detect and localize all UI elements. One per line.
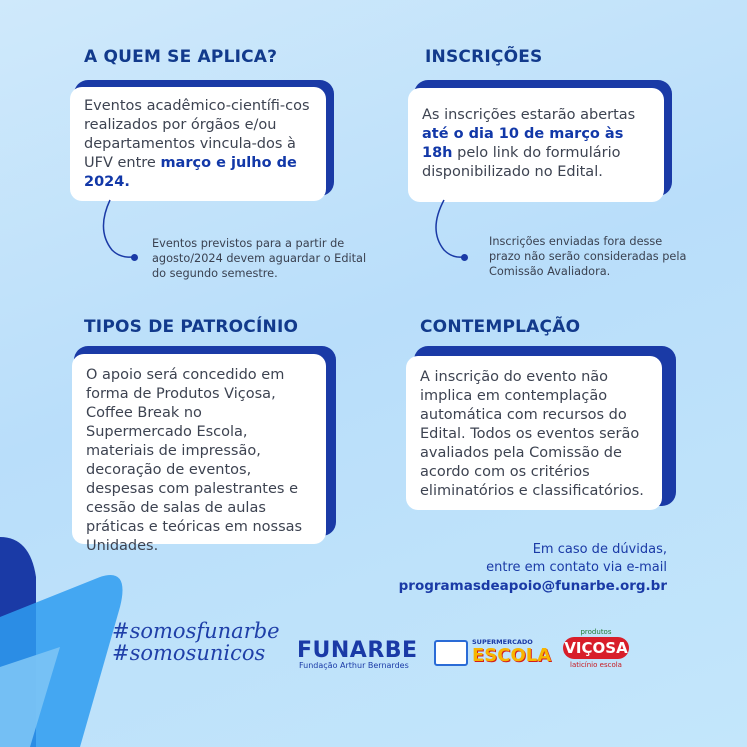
contact-line2: entre em contato via e-mail xyxy=(486,560,667,575)
hashtag-line2: #somosunicos xyxy=(112,641,266,665)
card-contemplacao xyxy=(406,356,662,510)
heading-contemplacao: CONTEMPLAÇÃO xyxy=(420,317,581,337)
aplica-note: Eventos previstos para a partir de agosto/2024 devem aguardar o Edital do segundo semestre. xyxy=(152,237,367,280)
hashtag-line1: #somosfunarbe xyxy=(112,619,280,643)
vicosa-bottom-text: laticínio escola xyxy=(570,661,622,669)
book-icon xyxy=(434,640,468,666)
aplica-highlight: março e julho de 2024. xyxy=(84,155,297,190)
heading-patrocinio: TIPOS DE PATROCÍNIO xyxy=(84,317,299,337)
card-aplica xyxy=(70,87,326,201)
card-patrocinio xyxy=(72,354,326,554)
hashtag-logo xyxy=(112,620,280,664)
escola-small-text: SUPERMERCADO xyxy=(472,638,533,646)
inscricoes-body-after: pelo link do formulário disponibilizado no Edital. xyxy=(422,145,621,180)
patrocinio-body: O apoio será concedido em forma de Produtos Viçosa, Coffee Break no Supermercado Escola, materiais de impressão, decoração de eventos, despesas com palestrantes e cessão de salas de aulas práticas e teóricas em nossas Unidades. xyxy=(86,367,303,554)
funarbe-logo: FUNARBE xyxy=(297,638,418,663)
inscricoes-body-before: As inscrições estarão abertas xyxy=(422,107,636,123)
contact-line1: Em caso de dúvidas, xyxy=(532,542,667,557)
aplica-connector xyxy=(100,200,160,270)
inscricoes-highlight: até o dia 10 de março às 18h xyxy=(422,126,624,161)
vicosa-badge: VIÇOSA xyxy=(564,639,628,657)
vicosa-logo xyxy=(562,628,630,676)
heading-aplica: A QUEM SE APLICA? xyxy=(84,47,278,67)
card-inscricoes xyxy=(408,88,664,202)
contemplacao-body: A inscrição do evento não implica em contemplação automática com recursos do Edital. Todos os eventos serão avaliados pela Comissão de acordo com os critérios eliminatórios e classificatórios. xyxy=(420,369,644,499)
aplica-dot xyxy=(131,254,138,261)
aplica-body: Eventos acadêmico-científi-cos realizados por órgãos e/ou departamentos vincula-dos à UFV entre xyxy=(84,98,310,171)
vicosa-top-text: produtos xyxy=(580,628,612,636)
inscricoes-dot xyxy=(461,254,468,261)
supermercado-escola-logo xyxy=(434,636,552,668)
heading-inscricoes: INSCRIÇÕES xyxy=(425,47,543,67)
contact-email-link[interactable]: programasdeapoio@funarbe.org.br xyxy=(398,578,667,594)
inscricoes-note: Inscrições enviadas fora desse prazo não serão consideradas pela Comissão Avaliadora. xyxy=(489,235,687,278)
escola-word: ESCOLA xyxy=(472,645,552,666)
contact-block xyxy=(399,541,667,595)
funarbe-logo-subtitle: Fundação Arthur Bernardes xyxy=(299,661,409,670)
